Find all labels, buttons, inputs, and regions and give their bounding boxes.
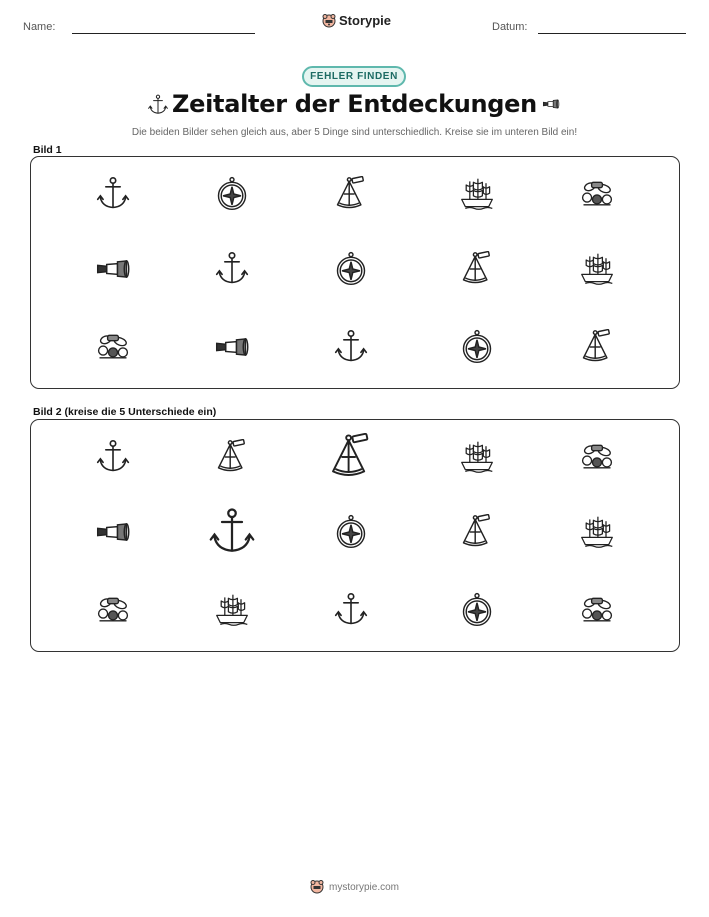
- grid-item[interactable]: [459, 514, 495, 555]
- grid-item: [333, 329, 369, 370]
- picture2-panel[interactable]: [30, 419, 680, 652]
- picture2-grid: [31, 420, 679, 651]
- sextant-icon: [579, 329, 615, 365]
- treasure-icon: [579, 176, 615, 212]
- anchor-icon: [214, 251, 250, 287]
- sextant-icon: [214, 439, 250, 475]
- anchor-icon: [95, 176, 131, 212]
- grid-item[interactable]: [214, 592, 250, 633]
- name-line[interactable]: [72, 33, 255, 34]
- compass-icon: [459, 329, 495, 365]
- anchor-icon: [207, 507, 257, 557]
- grid-item: [333, 251, 369, 292]
- grid-item[interactable]: [214, 439, 250, 480]
- anchor-icon: [95, 439, 131, 475]
- ship-icon: [459, 439, 495, 475]
- grid-item: [579, 251, 615, 292]
- grid-item[interactable]: [95, 514, 131, 555]
- page-title: Zeitalter der Entdeckungen: [172, 90, 537, 118]
- sextant-icon: [333, 176, 369, 212]
- grid-item[interactable]: [579, 514, 615, 555]
- telescope-icon: [534, 95, 568, 113]
- grid-item: [214, 176, 250, 217]
- mascot-icon: [310, 880, 324, 894]
- grid-item: [214, 329, 250, 370]
- storypie-logo: [322, 13, 391, 28]
- treasure-icon: [95, 592, 131, 628]
- grid-item: [579, 329, 615, 370]
- compass-icon: [459, 592, 495, 628]
- logo-text: Storypie: [339, 13, 392, 28]
- picture1-label: Bild 1: [33, 144, 62, 156]
- grid-item[interactable]: [207, 507, 257, 562]
- compass-icon: [333, 514, 369, 550]
- treasure-icon: [95, 329, 131, 365]
- telescope-icon: [214, 329, 250, 365]
- telescope-icon: [95, 514, 131, 550]
- grid-item: [459, 329, 495, 370]
- grid-item[interactable]: [95, 592, 131, 633]
- grid-item[interactable]: [579, 439, 615, 480]
- anchor-icon: [333, 592, 369, 628]
- grid-item: [95, 251, 131, 292]
- grid-item: [459, 251, 495, 292]
- telescope-icon: [95, 251, 131, 287]
- grid-item[interactable]: [579, 592, 615, 633]
- instructions: Die beiden Bilder sehen gleich aus, aber 5 Dinge sind unterschiedlich. Kreise sie im unteren Bild ein!: [131, 127, 578, 138]
- treasure-icon: [579, 592, 615, 628]
- sextant-icon: [459, 251, 495, 287]
- grid-item: [459, 176, 495, 217]
- picture1-grid: [31, 157, 679, 388]
- ship-icon: [579, 251, 615, 287]
- find-errors-badge: FEHLER FINDEN: [302, 66, 406, 87]
- date-line[interactable]: [538, 33, 686, 34]
- footer: [0, 880, 709, 894]
- ship-icon: [459, 176, 495, 212]
- grid-item: [95, 176, 131, 217]
- ship-icon: [579, 514, 615, 550]
- grid-item[interactable]: [333, 514, 369, 555]
- sextant-icon: [327, 433, 375, 481]
- grid-item[interactable]: [459, 592, 495, 633]
- grid-item[interactable]: [459, 439, 495, 480]
- worksheet-header: [0, 0, 709, 40]
- date-label: Datum:: [492, 21, 528, 33]
- compass-icon: [214, 176, 250, 212]
- ship-icon: [214, 592, 250, 628]
- footer-url: mystorypie.com: [328, 881, 399, 893]
- picture2-label: Bild 2 (kreise die 5 Unterschiede ein): [33, 406, 217, 418]
- grid-item: [333, 176, 369, 217]
- anchor-icon: [333, 329, 369, 365]
- grid-item[interactable]: [327, 433, 375, 486]
- grid-item: [95, 329, 131, 370]
- grid-item[interactable]: [333, 592, 369, 633]
- compass-icon: [333, 251, 369, 287]
- grid-item: [579, 176, 615, 217]
- grid-item[interactable]: [95, 439, 131, 480]
- name-label: Name:: [23, 21, 56, 33]
- mascot-icon: [322, 14, 336, 28]
- grid-item: [214, 251, 250, 292]
- picture1-panel: [30, 156, 680, 389]
- treasure-icon: [579, 439, 615, 475]
- sextant-icon: [459, 514, 495, 550]
